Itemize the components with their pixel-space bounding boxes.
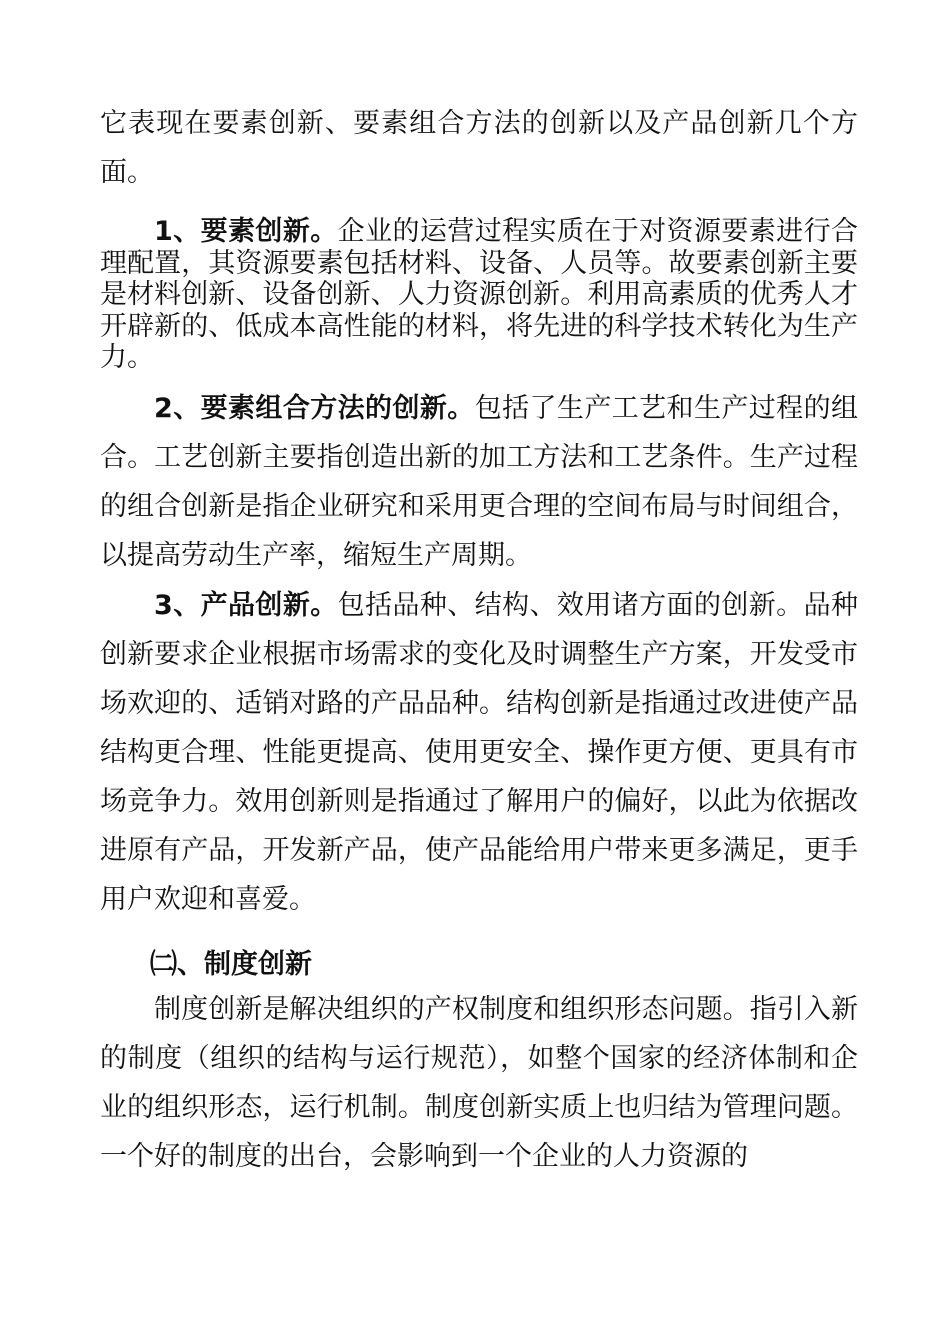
element-innovation-paragraph [100, 216, 858, 374]
element-innovation-lead: 1、要素创新。 [154, 216, 338, 247]
combination-method-body: 包括了生产工艺和生产过程的组合。工艺创新主要指创造出新的加工方法和工艺条件。生产过程的组合创新是指企业研究和采用更合理的空间布局与时间组合，以提高劳动生产率，缩短生产周期。 [100, 393, 858, 571]
product-innovation-paragraph [100, 581, 858, 924]
institutional-innovation-paragraph: 制度创新是解决组织的产权制度和组织形态问题。指引入新的制度（组织的结构与运行规范），如整个国家的经济体制和企业的组织形态，运行机制。制度创新实质上也归结为管理问题。一个好的制度的出台，会影响到一个企业的人力资源的 [100, 994, 858, 1172]
product-innovation-lead: 3、产品创新。 [154, 590, 338, 621]
combination-method-lead: 2、要素组合方法的创新。 [154, 393, 475, 424]
combination-method-paragraph [100, 384, 858, 580]
element-innovation-body: 企业的运营过程实质在于对资源要素进行合理配置，其资源要素包括材料、设备、人员等。故要素创新主要是材料创新、设备创新、人力资源创新。利用高素质的优秀人才开辟新的、低成本高性能的材料，将先进的科学技术转化为生产力。 [100, 216, 859, 373]
section-heading-institutional-innovation: ㈡、制度创新 [150, 949, 312, 980]
product-innovation-body: 包括品种、结构、效用诸方面的创新。品种创新要求企业根据市场需求的变化及时调整生产方案，开发受市场欢迎的、适销对路的产品品种。结构创新是指通过改进使产品结构更合理、性能更提高、使用更安全、操作更方便、更具有市场竞争力。效用创新则是指通过了解用户的偏好，以此为依据改进原有产品，开发新产品，使产品能给用户带来更多满足，更手用户欢迎和喜爱。 [100, 590, 859, 915]
intro-paragraph-tail: 它表现在要素创新、要素组合方法的创新以及产品创新几个方面。 [100, 108, 858, 188]
